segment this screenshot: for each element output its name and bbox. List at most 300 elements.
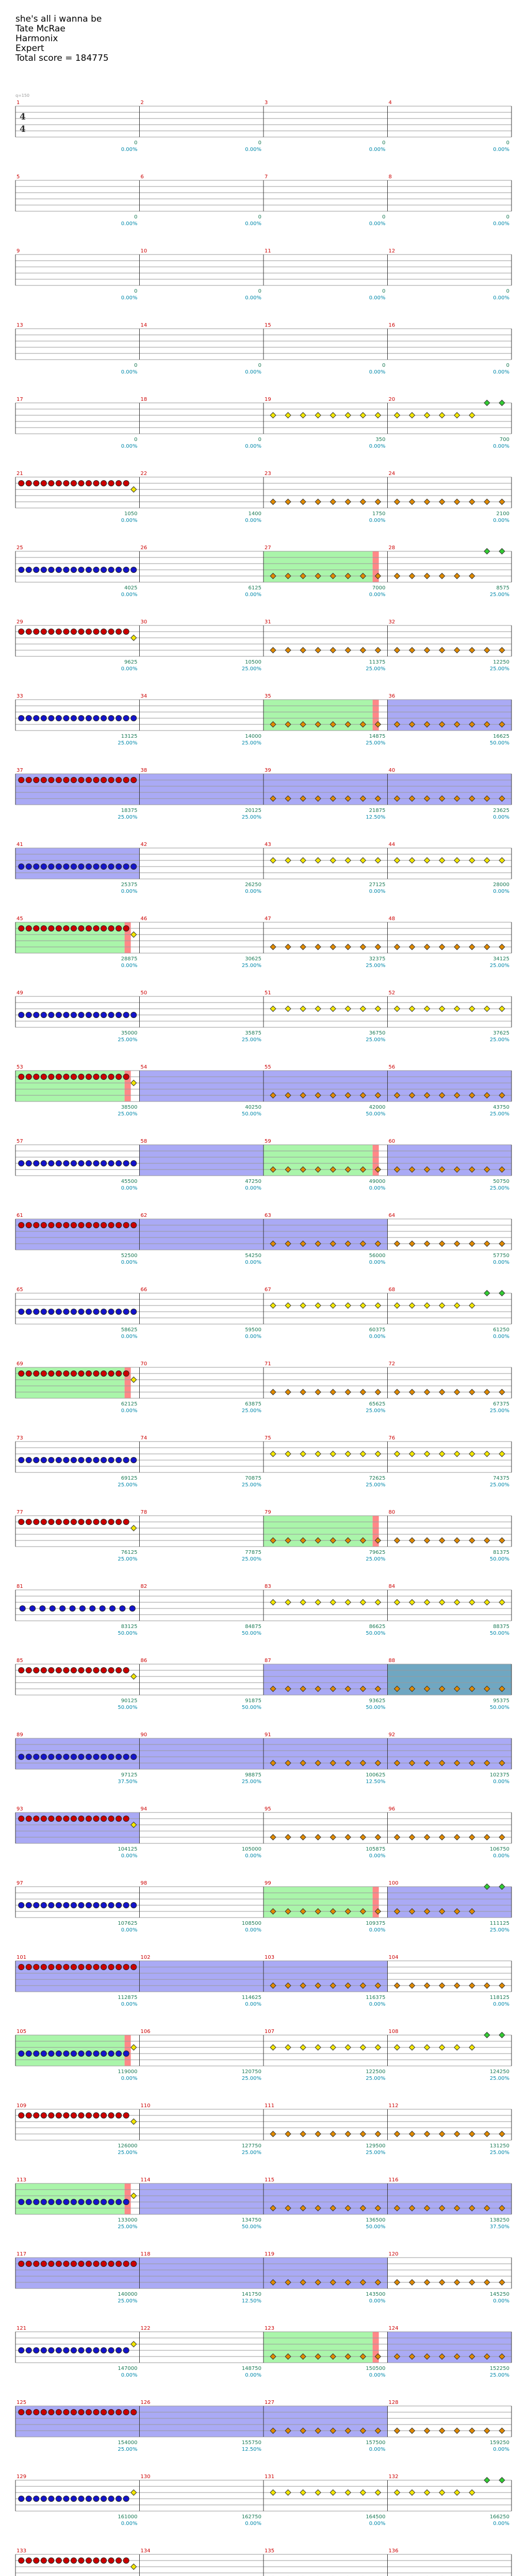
yellow-note: [394, 2490, 400, 2496]
red-note: [48, 777, 54, 783]
red-note: [41, 926, 46, 931]
blue-note: [123, 1903, 129, 1908]
blue-note: [26, 2199, 31, 2205]
measure-score: 59500: [245, 1327, 261, 1333]
measure-percent: 0.00%: [493, 2298, 509, 2304]
measure-number: 1: [16, 100, 20, 106]
orange-note: [499, 499, 505, 505]
blue-note: [48, 716, 54, 721]
yellow-note: [270, 2045, 276, 2050]
blue-note: [26, 1754, 31, 1760]
yellow-note: [315, 413, 321, 418]
blue-note: [56, 716, 61, 721]
staff-row: [15, 1435, 512, 1488]
measure-score: 13125: [121, 734, 138, 739]
blue-note: [19, 2348, 24, 2353]
red-note: [93, 1371, 99, 1377]
orange-note: [394, 1389, 400, 1395]
red-note: [26, 1668, 31, 1673]
measure-percent: 0.00%: [121, 1260, 138, 1265]
yellow-note: [360, 1303, 366, 1309]
measure-number: 83: [265, 1584, 271, 1589]
measure-number: 16: [388, 323, 395, 328]
red-note: [41, 1074, 46, 1080]
red-note: [41, 777, 46, 783]
red-note: [41, 1964, 46, 1970]
blue-note: [78, 864, 84, 870]
orange-note: [439, 648, 445, 653]
red-note: [19, 2558, 24, 2564]
blue-note: [48, 2051, 54, 2057]
measure-percent: 0.00%: [245, 1185, 261, 1191]
blue-note: [41, 2348, 46, 2353]
measure-number: 39: [265, 768, 271, 773]
red-note: [48, 2558, 54, 2564]
measure-score: 12250: [493, 659, 509, 665]
red-note: [56, 1519, 61, 1525]
orange-note: [315, 2131, 321, 2137]
measure-number: 126: [140, 2400, 151, 2405]
measure-number: 85: [16, 1658, 23, 1664]
green-note: [499, 2478, 505, 2483]
blue-note: [86, 2496, 92, 2502]
measure-score: 116375: [366, 1995, 386, 2001]
staff-row: [15, 2326, 512, 2378]
measure-number: 102: [140, 1955, 151, 1960]
measure-number: 43: [265, 842, 271, 848]
orange-note: [469, 2131, 475, 2137]
measure-percent: 25.00%: [118, 2224, 138, 2230]
measure-number: 22: [140, 471, 147, 477]
measure-number: 99: [265, 1880, 271, 1886]
red-note: [71, 629, 76, 635]
yellow-note: [394, 1006, 400, 1012]
blue-note: [78, 1161, 84, 1166]
measure-percent: 25.00%: [489, 1482, 509, 1488]
orange-note: [330, 1835, 336, 1840]
green-note: [484, 2032, 490, 2038]
measure-number: 132: [388, 2474, 399, 2480]
blue-note: [71, 567, 76, 573]
yellow-note: [469, 1303, 475, 1309]
measure-number: 37: [16, 768, 23, 773]
measure-number: 98: [140, 1880, 147, 1886]
measure-percent: 0.00%: [369, 1185, 386, 1191]
measure-score: 0: [258, 214, 261, 220]
blue-note: [71, 2496, 76, 2502]
measure-score: 131250: [489, 2143, 509, 2149]
red-note: [123, 2558, 129, 2564]
yellow-note: [270, 2490, 276, 2496]
blue-note: [71, 2199, 76, 2205]
measure-number: 54: [140, 1064, 147, 1070]
red-note: [108, 1668, 114, 1673]
measure-percent: 0.00%: [493, 1779, 509, 1785]
solo-section: [140, 1219, 264, 1250]
yellow-note: [131, 2119, 137, 2125]
staff-row: [15, 768, 512, 820]
orange-note: [394, 1835, 400, 1840]
orange-note: [424, 573, 430, 579]
measure-number: 87: [265, 1658, 271, 1664]
yellow-note: [131, 2342, 137, 2347]
measure-number: 136: [388, 2548, 399, 2554]
orange-note: [439, 1538, 445, 1544]
measure-score: 90125: [121, 1698, 138, 1704]
red-note: [108, 1074, 114, 1080]
yellow-note: [484, 858, 490, 863]
measure-number: 105: [16, 2029, 27, 2035]
solo-section: [263, 2258, 388, 2289]
orange-note: [484, 944, 490, 950]
measure-score: 23625: [493, 808, 509, 814]
blue-note: [63, 2496, 69, 2502]
staff-row: [15, 1361, 512, 1414]
orange-note: [469, 499, 475, 505]
staff-row: [15, 2029, 512, 2081]
measure-score: 4025: [124, 585, 138, 591]
orange-note: [394, 1241, 400, 1247]
red-note: [86, 1074, 92, 1080]
measure-number: 8: [388, 174, 392, 180]
yellow-note: [330, 1600, 336, 1605]
measure-score: 1050: [124, 511, 138, 517]
yellow-note: [375, 1303, 381, 1309]
red-note: [34, 926, 39, 931]
measure-score: 0: [382, 214, 386, 220]
blue-note: [123, 2496, 129, 2502]
measure-percent: 0.00%: [121, 369, 138, 375]
blue-note: [48, 2348, 54, 2353]
yellow-note: [454, 2045, 460, 2050]
yellow-note: [394, 1451, 400, 1457]
measure-score: 162750: [241, 2514, 261, 2520]
red-note: [48, 629, 54, 635]
measure-number: 21: [16, 471, 23, 477]
red-note: [101, 1074, 107, 1080]
red-note: [101, 1964, 107, 1970]
measure-score: 150500: [366, 2366, 386, 2371]
measure-number: 36: [388, 693, 395, 699]
yellow-note: [394, 413, 400, 418]
red-note: [123, 1519, 129, 1525]
orange-note: [375, 1835, 381, 1840]
game-name: Harmonix: [15, 33, 58, 44]
measure-percent: 0.00%: [493, 444, 509, 449]
blue-note: [78, 567, 84, 573]
red-note: [93, 777, 99, 783]
measure-number: 62: [140, 1213, 147, 1218]
blue-note: [63, 2348, 69, 2353]
blue-note: [116, 1458, 122, 1463]
yellow-note: [131, 2490, 137, 2496]
measure-score: 0: [506, 363, 509, 368]
measure-score: 136500: [366, 2217, 386, 2223]
red-note: [86, 777, 92, 783]
measure-percent: 0.00%: [493, 221, 509, 227]
orange-note: [454, 499, 460, 505]
measure-number: 28: [388, 545, 395, 551]
red-note: [78, 629, 84, 635]
orange-note: [394, 2131, 400, 2137]
orange-note: [484, 2428, 490, 2434]
orange-note: [330, 499, 336, 505]
yellow-note: [409, 858, 415, 863]
measure-score: 32375: [369, 956, 386, 962]
blue-note: [26, 567, 31, 573]
orange-note: [300, 1389, 306, 1395]
staff-row: [15, 1064, 512, 1117]
red-note: [71, 1371, 76, 1377]
orange-note: [469, 1241, 475, 1247]
orange-note: [424, 1983, 430, 1989]
measure-number: 68: [388, 1287, 395, 1293]
solo-section: [140, 774, 264, 805]
blue-note: [19, 1309, 24, 1315]
measure-percent: 37.50%: [489, 2224, 509, 2230]
orange-note: [315, 648, 321, 653]
staff-row: [15, 1287, 512, 1340]
orange-note: [285, 1389, 291, 1395]
measure-percent: 25.00%: [489, 1037, 509, 1043]
red-note: [116, 1223, 122, 1228]
measure-percent: 0.00%: [493, 1334, 509, 1340]
orange-note: [394, 2280, 400, 2285]
yellow-note: [285, 1006, 291, 1012]
staff-row: [15, 2548, 512, 2576]
orange-note: [484, 499, 490, 505]
orange-note: [439, 1389, 445, 1395]
measure-score: 126000: [118, 2143, 138, 2149]
orange-note: [360, 2131, 366, 2137]
blue-note: [60, 1606, 65, 1612]
measure-score: 14000: [245, 734, 261, 739]
measure-score: 133000: [118, 2217, 138, 2223]
orange-note: [424, 2428, 430, 2434]
red-note: [48, 1371, 54, 1377]
red-note: [19, 1074, 24, 1080]
measure-percent: 25.00%: [366, 963, 386, 969]
red-note: [71, 777, 76, 783]
red-note: [78, 1816, 84, 1822]
orange-note: [499, 1241, 505, 1247]
red-note: [78, 1668, 84, 1673]
red-note: [78, 777, 84, 783]
blue-note: [71, 1458, 76, 1463]
measure-percent: 0.00%: [369, 221, 386, 227]
red-note: [56, 2261, 61, 2267]
red-note: [48, 2113, 54, 2119]
red-note: [34, 1223, 39, 1228]
measure-percent: 0.00%: [369, 592, 386, 598]
orange-note: [484, 1389, 490, 1395]
blue-note: [131, 716, 137, 721]
blue-note: [48, 864, 54, 870]
measure-percent: 0.00%: [121, 2076, 138, 2081]
orange-note: [499, 1389, 505, 1395]
red-note: [108, 1223, 114, 1228]
blue-note: [131, 1309, 137, 1315]
total-score: Total score = 184775: [15, 53, 109, 63]
red-note: [93, 1816, 99, 1822]
red-note: [101, 2410, 107, 2415]
red-note: [86, 481, 92, 486]
blue-note: [101, 2051, 107, 2057]
measure-score: 166250: [489, 2514, 509, 2520]
measure-percent: 50.00%: [241, 1631, 261, 1636]
measure-number: 56: [388, 1064, 395, 1070]
measure-percent: 0.00%: [369, 889, 386, 894]
blue-note: [116, 1012, 122, 1018]
red-note: [123, 1964, 129, 1970]
green-note: [484, 2478, 490, 2483]
measure-number: 113: [16, 2177, 27, 2183]
measure-number: 80: [388, 1510, 395, 1515]
red-note: [71, 2113, 76, 2119]
red-note: [86, 1223, 92, 1228]
red-note: [108, 629, 114, 635]
measure-score: 95375: [493, 1698, 509, 1704]
blue-note: [48, 2199, 54, 2205]
yellow-note: [439, 1303, 445, 1309]
measure-score: 45500: [121, 1179, 138, 1184]
measure-score: 134750: [241, 2217, 261, 2223]
blue-note: [86, 1903, 92, 1908]
orange-note: [454, 1389, 460, 1395]
solo-section: [263, 1219, 388, 1250]
measure-number: 47: [265, 916, 271, 922]
measure-number: 120: [388, 2251, 399, 2257]
blue-note: [129, 1606, 135, 1612]
red-note: [63, 481, 69, 486]
blue-note: [56, 1458, 61, 1463]
yellow-note: [315, 1303, 321, 1309]
blue-note: [101, 1161, 107, 1166]
yellow-note: [469, 1600, 475, 1605]
measure-number: 82: [140, 1584, 147, 1589]
yellow-note: [300, 2045, 306, 2050]
red-note: [34, 629, 39, 635]
measure-number: 61: [16, 1213, 23, 1218]
measure-score: 0: [134, 289, 138, 294]
measure-percent: 50.00%: [489, 1705, 509, 1710]
blue-note: [19, 1903, 24, 1908]
measure-score: 0: [134, 140, 138, 146]
staff-row: [15, 2400, 512, 2452]
blue-note: [48, 1012, 54, 1018]
yellow-note: [439, 1451, 445, 1457]
red-note: [101, 777, 107, 783]
orange-note: [375, 499, 381, 505]
measure-percent: 25.00%: [241, 815, 261, 820]
measure-score: 77875: [245, 1550, 261, 1555]
yellow-note: [285, 858, 291, 863]
blue-note: [34, 2051, 39, 2057]
blue-note: [86, 864, 92, 870]
measure-number: 75: [265, 1435, 271, 1441]
blue-note: [123, 864, 129, 870]
staff-row: [15, 619, 512, 672]
red-note: [71, 926, 76, 931]
measure-percent: 25.00%: [489, 1111, 509, 1117]
measure-percent: 50.00%: [366, 1705, 386, 1710]
red-note: [63, 1816, 69, 1822]
orange-note: [330, 2131, 336, 2137]
measure-score: 155750: [241, 2440, 261, 2446]
measure-score: 47250: [245, 1179, 261, 1184]
red-note: [19, 1371, 24, 1377]
measure-percent: 0.00%: [245, 1853, 261, 1859]
red-note: [19, 2261, 24, 2267]
yellow-note: [330, 2490, 336, 2496]
measure-percent: 0.00%: [121, 592, 138, 598]
yellow-note: [394, 1600, 400, 1605]
measure-percent: 0.00%: [245, 2372, 261, 2378]
measure-percent: 25.00%: [241, 1779, 261, 1785]
measure-number: 93: [16, 1806, 23, 1812]
blue-note: [78, 716, 84, 721]
measure-score: 27125: [369, 882, 386, 888]
measure-number: 60: [388, 1139, 395, 1144]
measure-number: 23: [265, 471, 271, 477]
red-note: [41, 2261, 46, 2267]
blue-note: [86, 1458, 92, 1463]
blue-note: [56, 1012, 61, 1018]
measure-number: 10: [140, 248, 147, 254]
measure-percent: 0.00%: [493, 2521, 509, 2527]
measure-score: 42000: [369, 1105, 386, 1110]
red-note: [86, 629, 92, 635]
orange-note: [439, 2280, 445, 2285]
measure-percent: 25.00%: [366, 2150, 386, 2156]
yellow-note: [330, 1451, 336, 1457]
measure-score: 102375: [489, 1772, 509, 1778]
measure-percent: 0.00%: [245, 889, 261, 894]
red-note: [93, 2261, 99, 2267]
red-note: [116, 1816, 122, 1822]
yellow-note: [424, 1600, 430, 1605]
red-note: [26, 2261, 31, 2267]
measure-number: 20: [388, 397, 395, 402]
measure-percent: 25.00%: [489, 666, 509, 672]
yellow-note: [394, 1303, 400, 1309]
measure-number: 5: [16, 174, 20, 180]
measure-percent: 25.00%: [489, 2150, 509, 2156]
orange-note: [360, 1389, 366, 1395]
measure-percent: 50.00%: [366, 1631, 386, 1636]
blue-note: [34, 1309, 39, 1315]
blue-note: [63, 2199, 69, 2205]
measure-number: 127: [265, 2400, 275, 2405]
measure-score: 76125: [121, 1550, 138, 1555]
measure-number: 66: [140, 1287, 147, 1293]
yellow-note: [409, 1600, 415, 1605]
orange-note: [454, 1835, 460, 1840]
blue-note: [71, 1161, 76, 1166]
blue-note: [78, 2051, 84, 2057]
orange-note: [499, 944, 505, 950]
blue-note: [26, 1012, 31, 1018]
orange-note: [285, 1835, 291, 1840]
red-note: [56, 1668, 61, 1673]
orange-note: [285, 499, 291, 505]
measure-score: 127750: [241, 2143, 261, 2149]
orange-note: [409, 2428, 415, 2434]
blue-note: [34, 864, 39, 870]
red-note: [26, 1223, 31, 1228]
red-note: [108, 1519, 114, 1525]
red-note: [71, 2558, 76, 2564]
